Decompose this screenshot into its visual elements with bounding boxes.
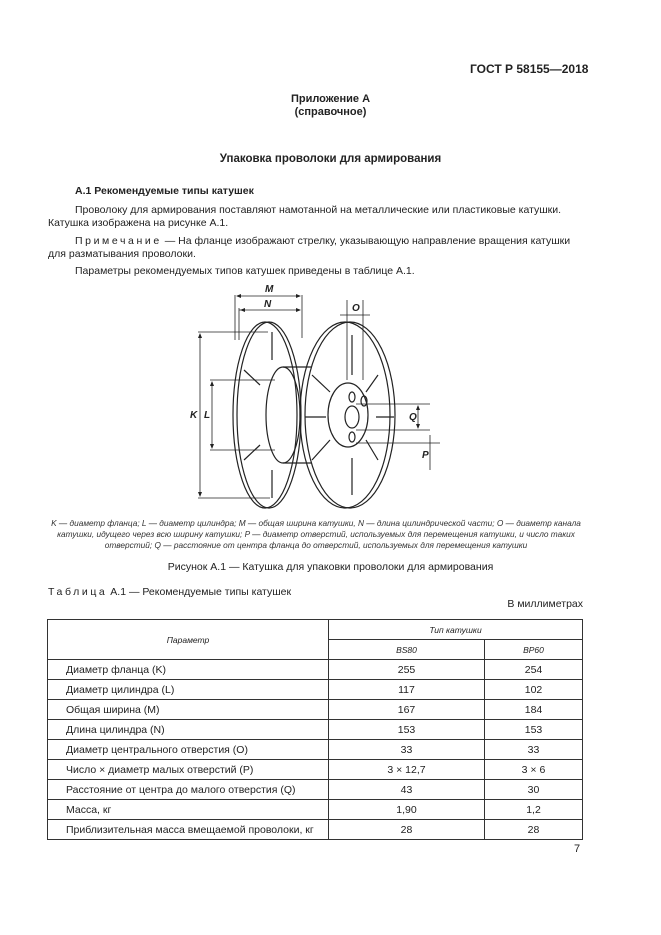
appendix-subtitle: (справочное)	[294, 106, 367, 118]
label-M: M	[265, 284, 274, 295]
table-units: В миллиметрах	[507, 598, 583, 610]
table-caption-label: Таблица	[48, 586, 108, 598]
row-bp60: 30	[485, 780, 583, 800]
section-title: А.1 Рекомендуемые типы катушек	[75, 185, 254, 197]
page-heading: Упаковка проволоки для армирования	[219, 153, 442, 165]
table-caption-text: А.1 — Рекомендуемые типы катушек	[107, 586, 292, 598]
table-row	[48, 700, 583, 720]
row-name: Длина цилиндра (N)	[48, 720, 329, 740]
row-name: Масса, кг	[48, 800, 329, 820]
spool-drawing	[180, 280, 440, 515]
param-header: Параметр	[48, 620, 329, 660]
row-name: Общая ширина (M)	[48, 700, 329, 720]
row-name: Приблизительная масса вмещаемой проволоки, кг	[48, 820, 329, 840]
row-bs80: 1,90	[329, 800, 485, 820]
row-bp60: 3 × 6	[485, 760, 583, 780]
type-header: Тип катушки	[329, 620, 583, 640]
row-bp60: 33	[485, 740, 583, 760]
row-bp60: 1,2	[485, 800, 583, 820]
table-row	[48, 780, 583, 800]
note-label: Примечание	[75, 235, 162, 247]
label-P: P	[422, 450, 429, 461]
row-bs80: 153	[329, 720, 485, 740]
figure-caption: Рисунок А.1 — Катушка для упаковки проволоки для армирования	[167, 561, 494, 573]
row-bs80: 167	[329, 700, 485, 720]
table-row	[48, 800, 583, 820]
label-K: K	[190, 410, 198, 421]
note-paragraph	[48, 235, 584, 261]
label-L: L	[204, 410, 211, 421]
row-name: Расстояние от центра до малого отверстия (Q)	[48, 780, 329, 800]
col-header-bp60: BP60	[485, 640, 583, 660]
row-name: Диаметр центрального отверстия (O)	[48, 740, 329, 760]
row-bp60: 153	[485, 720, 583, 740]
standard-number: ГОСТ Р 58155—2018	[470, 62, 589, 76]
col-header-bs80: BS80	[329, 640, 485, 660]
row-bs80: 255	[329, 660, 485, 680]
table-caption	[48, 586, 291, 598]
page-number: 7	[574, 843, 581, 855]
label-O: O	[352, 303, 360, 314]
row-bs80: 43	[329, 780, 485, 800]
row-bs80: 33	[329, 740, 485, 760]
figure-legend: K — диаметр фланца; L — диаметр цилиндра; M — общая ширина катушки, N — длина цилиндрической части; O — диаметр канала катушки, идущего через всю ширину катушки; P — диаметр отверстий, используемых для перемещения катушки, и число таких отверстий; Q — расстояние от центра фланца до отверстий, используемых для перемещения катушки	[51, 518, 581, 551]
row-name: Число × диаметр малых отверстий (P)	[48, 760, 329, 780]
row-bp60: 254	[485, 660, 583, 680]
table-row	[48, 720, 583, 740]
note-text: — На фланце изображают стрелку, указывающую направление вращения катушки для разматывания проволоки.	[48, 235, 571, 260]
paragraph-1: Проволоку для армирования поставляют намотанной на металлические или пластиковые катушки. Катушка изображена на рисунке А.1.	[48, 204, 562, 229]
label-N: N	[264, 299, 272, 310]
paragraph-3: Параметры рекомендуемых типов катушек приведены в таблице А.1.	[75, 265, 415, 277]
appendix-title: Приложение А	[290, 93, 371, 105]
row-name: Диаметр фланца (K)	[48, 660, 329, 680]
row-name: Диаметр цилиндра (L)	[48, 680, 329, 700]
table-row	[48, 760, 583, 780]
row-bp60: 102	[485, 680, 583, 700]
table-row	[48, 680, 583, 700]
table-row	[48, 820, 583, 840]
label-Q: Q	[409, 412, 417, 423]
row-bs80: 28	[329, 820, 485, 840]
table-row	[48, 740, 583, 760]
row-bp60: 184	[485, 700, 583, 720]
parameters-table	[47, 619, 583, 840]
row-bs80: 3 × 12,7	[329, 760, 485, 780]
table-row	[48, 660, 583, 680]
row-bs80: 117	[329, 680, 485, 700]
row-bp60: 28	[485, 820, 583, 840]
